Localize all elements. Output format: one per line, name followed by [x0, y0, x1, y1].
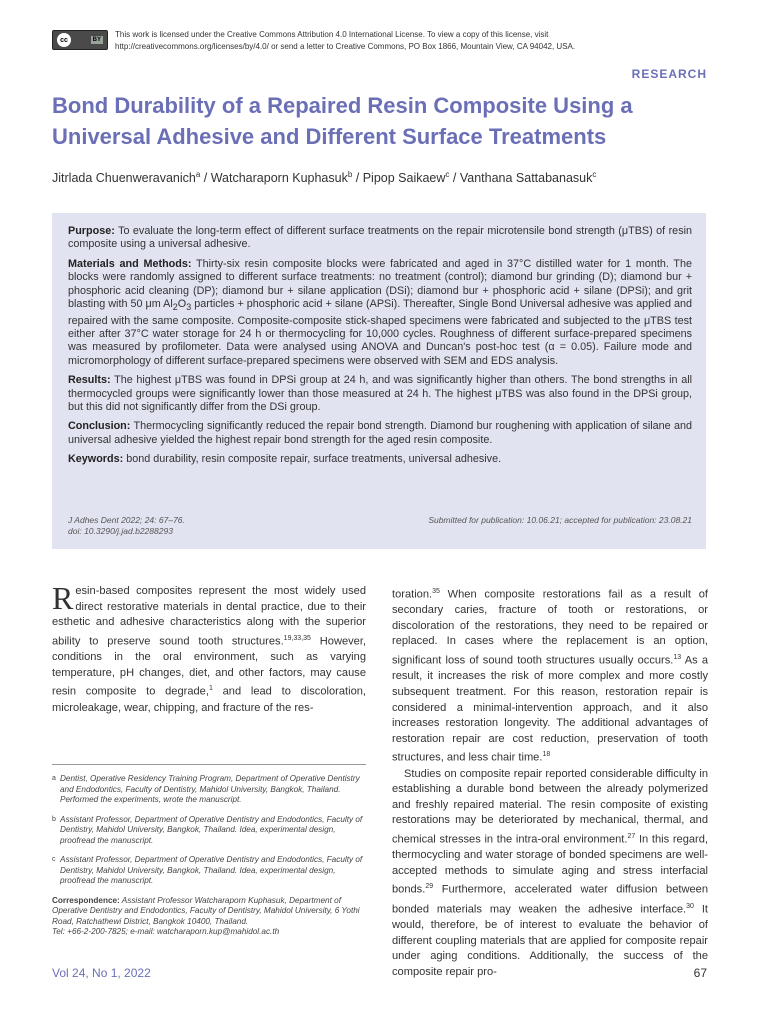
- abstract-conclusion: [68, 420, 692, 447]
- body-text: In this regard, thermocycling and water storage of bonded specimens are well-accepted methods to simulate aging and stress interfacial bonds.: [392, 833, 708, 897]
- methods-label: Materials and Methods:: [68, 257, 192, 270]
- conclusion-label: Conclusion:: [68, 420, 131, 433]
- footnote-text: Assistant Professor, Department of Operative Dentistry and Endodontics, Faculty of Dentistry, Mahidol University, Bangkok, Thailand. Idea, experimental design, proofread the manuscript.: [60, 855, 363, 885]
- reference-mark: 30: [686, 902, 694, 910]
- body-text: However, conditions in the oral environment, such as varying temperature, pH changes, diet, and other factors, may cause resin composite to degrade,: [52, 635, 367, 698]
- submission-dates: Submitted for publication: 10.06.21; accepted for publication: 23.08.21: [428, 515, 692, 525]
- author-name: Vanthana Sattabanasuk: [459, 171, 593, 186]
- body-text: It would, therefore, be of interest to evaluate the behavior of different coupling materials that are applied for composite repair under aging conditions. Additionally, the success of the composite repair pro-: [392, 903, 708, 978]
- reference-mark: 29: [425, 883, 434, 891]
- methods-text: Thirty-six resin composite blocks were fabricated and aged in 37°C distilled water for 1 month. The blocks were randomly assigned to different surface treatments: no treatment (control); diamond bur grinding (D); diamond bur + phosphoric acid cleaning (DP); diamond bur + silane application (DSi); diamond bur + phosphoric acid + silane (DPSi); and grit blasting with 50 μm Al: [68, 257, 693, 311]
- body-text: As a result, it increases the risk of more complex and more costly subsequent treatment. For this reason, restoration repair is considered a minimal-intervention approach, and it also increases restoration longevity. The additional advantages of restoration repair are cost reduction, preservation of tooth structures, and less chair time.: [392, 654, 709, 764]
- body-left-column: [52, 580, 367, 716]
- footnote-divider: [52, 764, 366, 765]
- reference-mark: 35: [432, 588, 440, 595]
- correspondence-text: Assistant Professor Watcharaporn Kuphasuk, Department of Operative Dentistry and Endodontics, Faculty of Dentistry, Mahidol University, 6 Yothi Road, Ratchathewi District, Bangkok 10400, Thailand.: [52, 895, 360, 926]
- page-number: 67: [693, 966, 707, 980]
- abstract-keywords: [68, 453, 692, 466]
- reference-mark: 1: [208, 685, 213, 693]
- abstract-methods: [68, 258, 692, 368]
- reference-mark: 27: [627, 832, 636, 840]
- abstract-purpose: [68, 225, 692, 252]
- correspondence-contact: Tel: +66-2-200-7825; e-mail: watcharaporn.kup@mahidol.ac.th: [52, 927, 280, 936]
- methods-text: O: [177, 298, 187, 311]
- author-name: Pipop Saikaew: [362, 171, 446, 186]
- body-text: Furthermore, accelerated water diffusion between bonded materials may weaken the adhesive interface.: [392, 884, 708, 916]
- author-name: Jitrlada Chuenweravanich: [52, 171, 196, 186]
- keywords-label: Keywords:: [68, 453, 124, 466]
- author-affiliation-mark: c: [445, 170, 450, 179]
- doi: doi: 10.3290/j.jad.b2288293: [68, 526, 173, 536]
- footnote-text: Dentist, Operative Residency Training Program, Department of Operative Dentistry and Endodontics, Faculty of Dentistry, Mahidol University, Bangkok, Thailand. Performed the experiments, wrote the manuscript.: [60, 774, 360, 804]
- footnote-mark: a: [52, 775, 56, 782]
- citation-block: [68, 515, 185, 537]
- author-affiliation-mark: c: [592, 170, 597, 179]
- subscript: 3: [186, 302, 192, 313]
- results-text: The highest μTBS was found in DPSi group at 24 h, and was significantly higher than others. The bond strengths in all thermocycled groups were significantly lower than those measured at 24 h. The highest μTBS was also found in the DPSi group, but this did not significantly differ from the DSi group.: [68, 374, 693, 414]
- reference-mark: 13: [673, 654, 682, 662]
- license-text: [115, 29, 675, 53]
- reference-mark: 18: [542, 751, 551, 759]
- author-separator: /: [449, 171, 460, 186]
- abstract-content: [68, 225, 692, 473]
- purpose-label: Purpose:: [68, 225, 115, 237]
- footnote-mark: c: [52, 856, 56, 863]
- footnote: [52, 855, 366, 887]
- cc-icon: cc: [57, 33, 71, 47]
- cc-license-badge: [52, 30, 108, 50]
- footnote: [52, 774, 366, 806]
- body-text: When composite restorations fail as a result of secondary caries, fracture of tooth or restorations, or discoloration of the restorations, they need to be repaired or replaced. In cases where the replacement is an option, significant loss of sound tooth structures usually occurs.: [392, 588, 708, 667]
- author-affiliation-mark: b: [347, 170, 353, 179]
- body-paragraph: [52, 580, 367, 716]
- conclusion-text: Thermocycling significantly reduced the repair bond strength. Diamond bur roughening with application of silane and universal adhesive yielded the highest repair bond strength for the aged resin composite.: [68, 420, 692, 446]
- by-icon: BY: [92, 37, 101, 43]
- body-text: esin-based composites represent the most widely used direct restorative materials in dental practice, due to their esthetic and adhesive characteristics along with the superior ability to preserve sound tooth structures.: [52, 585, 366, 648]
- body-text: and lead to discoloration, microleakage, wear, chipping, and fracture of the res-: [52, 685, 366, 714]
- subscript: 2: [172, 302, 178, 313]
- body-paragraph: [392, 767, 708, 981]
- footnotes: [52, 774, 366, 938]
- keywords-text: bond durability, resin composite repair, surface treatments, universal adhesive.: [126, 453, 502, 466]
- drop-cap: R: [52, 580, 74, 616]
- paper-title: Bond Durability of a Repaired Resin Composite Using a Universal Adhesive and Different Surface Treatments: [52, 93, 633, 149]
- footnote: [52, 815, 366, 847]
- author-separator: /: [200, 171, 211, 186]
- author-separator: /: [352, 171, 363, 186]
- license-line-1: This work is licensed under the Creative Commons Attribution 4.0 International License. To view a copy of this license, visit: [115, 30, 549, 39]
- abstract-box: [52, 213, 706, 549]
- correspondence: [52, 896, 366, 938]
- correspondence-label: Correspondence:: [52, 895, 120, 905]
- abstract-results: [68, 374, 692, 414]
- footnote-text: Assistant Professor, Department of Operative Dentistry and Endodontics, Faculty of Dentistry, Mahidol University, Bangkok, Thailand. Idea, experimental design, proofread the manuscript.: [60, 814, 363, 845]
- section-label: RESEARCH: [631, 67, 707, 81]
- author-list: [52, 170, 712, 185]
- author-affiliation-mark: a: [195, 170, 201, 179]
- footnote-mark: b: [52, 815, 56, 823]
- journal-citation: J Adhes Dent 2022; 24: 67–76.: [68, 515, 185, 525]
- author-name: Watcharaporn Kuphasuk: [210, 171, 348, 186]
- issue-info: Vol 24, No 1, 2022: [52, 966, 151, 980]
- purpose-text: To evaluate the long-term effect of different surface treatments on the repair microtensile bond strength (μTBS) of resin composite using a universal adhesive.: [68, 225, 692, 251]
- body-paragraph: [392, 584, 708, 767]
- body-right-column: [392, 584, 708, 980]
- license-line-2: http://creativecommons.org/licenses/by/4.0/ or send a letter to Creative Commons, PO Box 1866, Mountain View, CA 94042, USA.: [115, 42, 576, 51]
- body-text: toration.: [392, 588, 433, 601]
- results-label: Results:: [68, 374, 111, 387]
- reference-mark: 19,33,35: [283, 634, 311, 642]
- methods-text: particles + phosphoric acid + silane (APSi). Thereafter, Single Bond Universal adhesive was applied and repaired with the same composite. Composite-composite stick-shaped specimens were fabricated and subjected to the μTBS test either after 37°C water storage for 24 h or thermocycling for 10,000 cycles. Roughness of different surface-prepared specimens was measured by profilometer. Data were analysed using ANOVA and Duncan's post-hoc test (α = 0.05). Failure mode and micromorphology of different surface-prepared specimens were observed with SEM and EDS analysis.: [68, 298, 692, 367]
- body-text: Studies on composite repair reported considerable difficulty in establishing a durable bond between the already polymerized and freshly repaired material. The resin composite of existing restorations may be deteriorated by mechanical, thermal, and chemical stresses in the intra-oral environment.: [392, 767, 708, 846]
